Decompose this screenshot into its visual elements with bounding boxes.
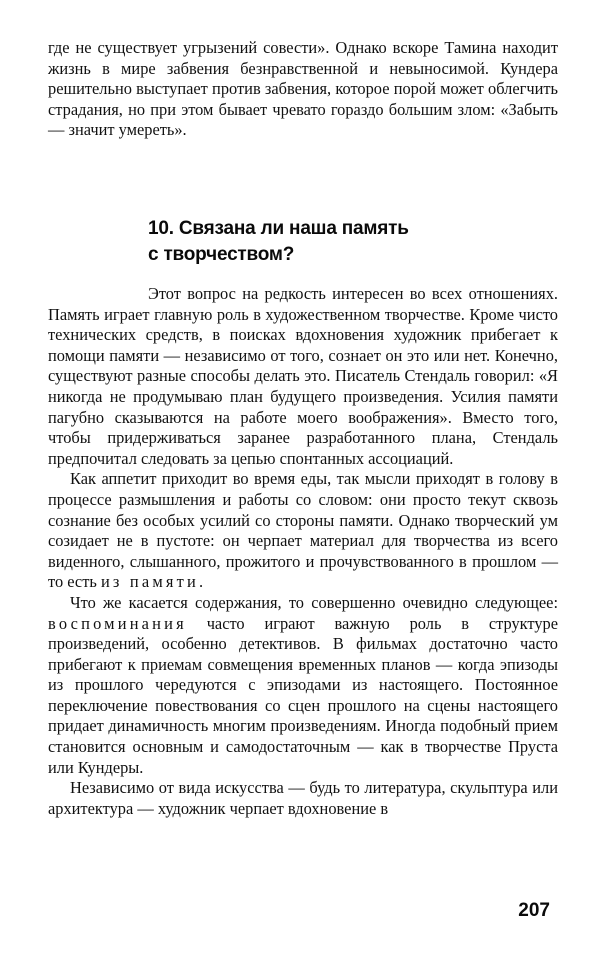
top-paragraph-block (48, 38, 558, 141)
chapter-heading (148, 216, 528, 268)
paragraph-3-start: Что же касается содержания, то совершенно очевидно следующее: (70, 592, 558, 612)
paragraph-1: Этот вопрос на редкость интересен во всех отношениях. Память играет главную роль в художественном творчестве. Кроме чисто технических средств, в поисках вдохновения художник прибегает к помощи памяти — независимо от того, сознает он это или нет. Конечно, существуют разные способы делать это. Писатель Стендаль говорил: «Я никогда не продумываю план будущего произведения. Усилия памяти пагубно сказываются на работе моего воображения». Вместо того, чтобы придерживаться заранее разработанного плана, Стендаль предпочитал следовать за цепью спонтанных ассоциаций. (48, 284, 558, 468)
chapter-heading-line-2: с творчеством? (148, 244, 295, 265)
chapter-body (48, 284, 558, 819)
paragraph-4: Независимо от вида искусства — будь то литература, скульптура или архитектура — художник черпает вдохновение в (48, 778, 558, 818)
top-paragraph: где не существует угрызений совести». Однако вскоре Тамина находит жизнь в мире забвения безнравственной и невыносимой. Кундера решительно выступает против забвения, которое порой может облегчить страдания, но при этом бывает чревато гораздо большим злом: «Забыть — значит умереть». (48, 38, 558, 140)
paragraph-2-text: Как аппетит приходит во время еды, так мысли приходят в голову в процессе размышления и работы со словом: они просто текут сквозь сознание без особых усилий со стороны памяти. Однако творческий ум созидает не в пустоте: он черпает материал для творчества из всего виденного, слышанного, прожитого и прочувствованного в прошлом — то есть (48, 469, 558, 592)
paragraph-2 (48, 469, 558, 593)
chapter-heading-line-1: 10. Связана ли наша память (148, 218, 409, 239)
paragraph-3-emphasis: воспоминания (48, 613, 187, 633)
paragraph-2-emphasis: из памяти. (100, 572, 207, 592)
paragraph-3-end: часто играют важную роль в структуре произведений, особенно детективов. В фильмах достаточно часто прибегают к приемам совмещения временных планов — когда эпизоды из прошлого чередуются с эпизодами из настоящего. Постоянное переключение повествования со сцен прошлого на сцены настоящего придает динамичность многим произведениям. Иногда подобный прием становится основным и самодостаточным — как в творчестве Пруста или Кундеры. (48, 613, 558, 777)
paragraph-3 (48, 593, 558, 778)
page-number: 207 (518, 900, 550, 921)
